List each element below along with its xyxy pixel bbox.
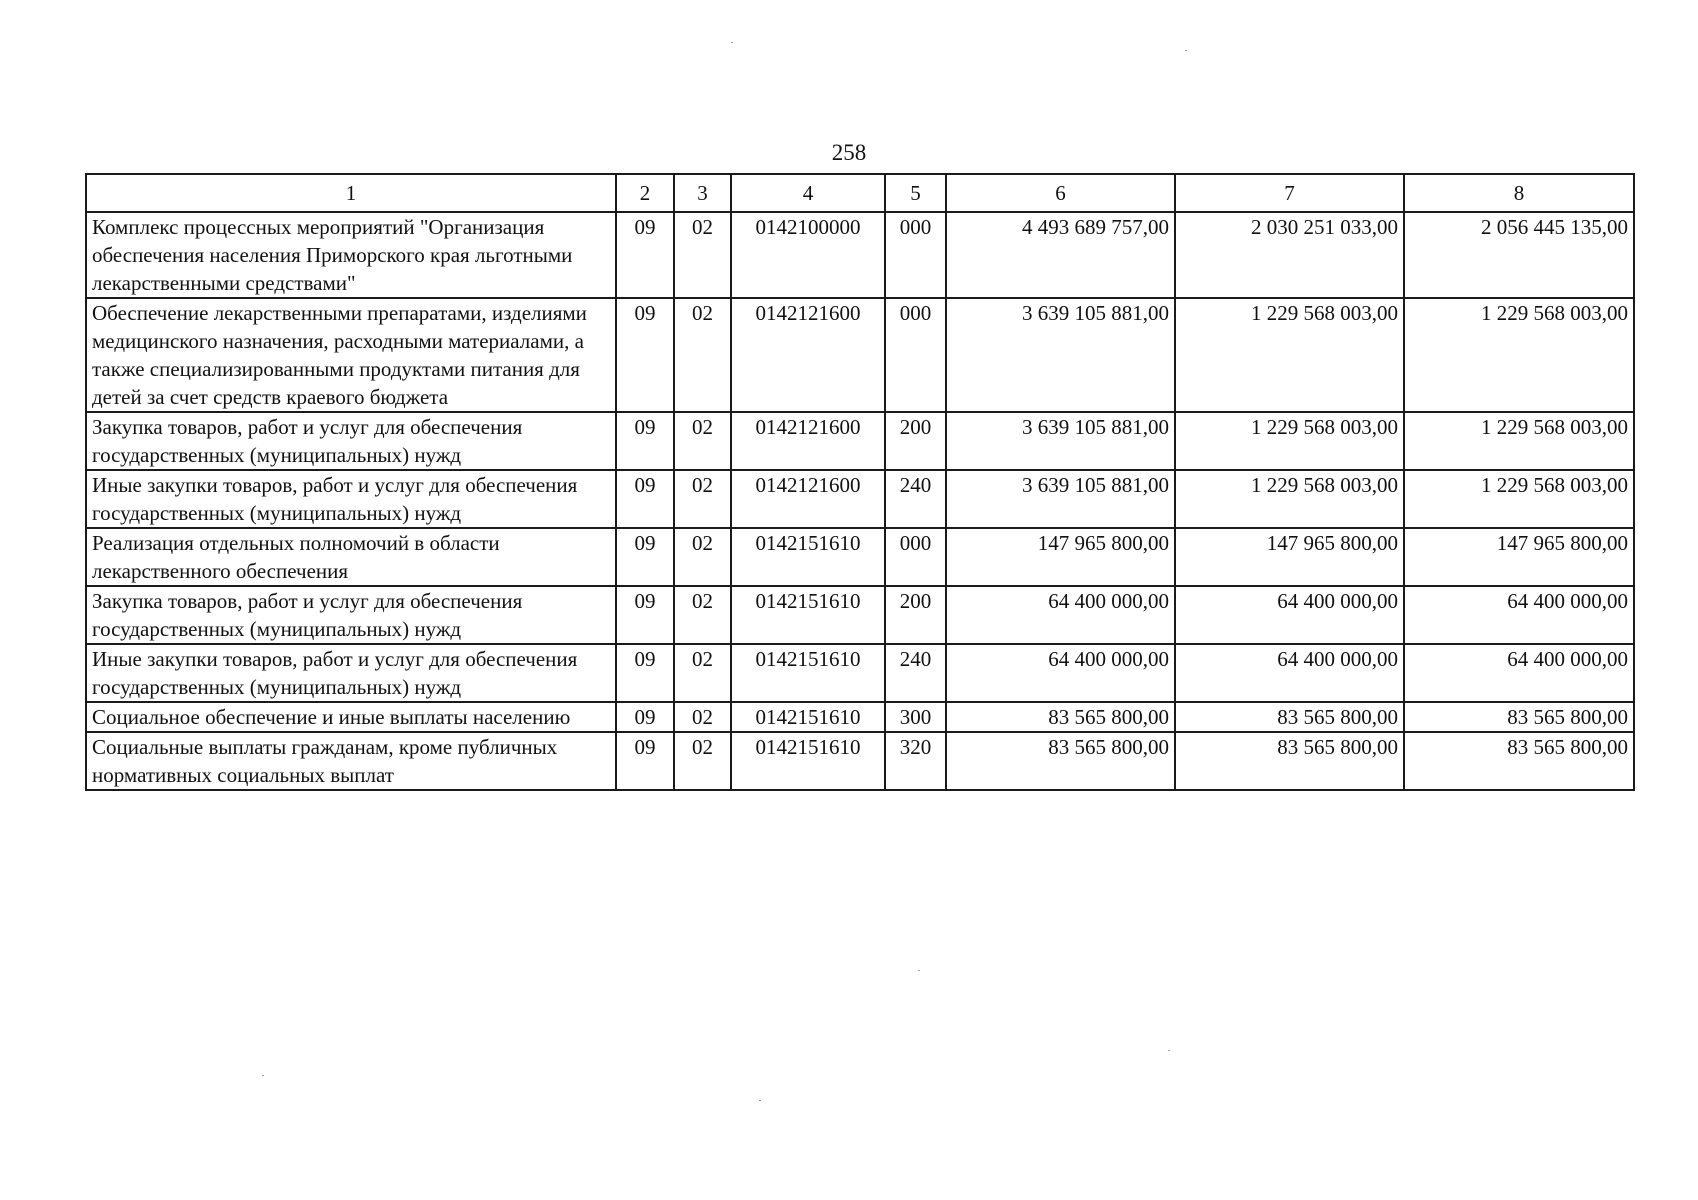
expense-type-code: 240 (885, 470, 946, 528)
subsection-code: 02 (674, 528, 731, 586)
target-article-code: 0142151610 (731, 586, 885, 644)
scan-speck (1185, 50, 1187, 51)
expense-type-code: 200 (885, 412, 946, 470)
row-name: Иные закупки товаров, работ и услуг для обеспечения государственных (муниципальных) нужд (86, 644, 616, 702)
row-name: Обеспечение лекарственными препаратами, изделиями медицинского назначения, расходными материалами, а также специализированными продуктами питания для детей за счет средств краевого бюджета (86, 298, 616, 412)
amount-col7: 1 229 568 003,00 (1175, 298, 1404, 412)
amount-col8: 64 400 000,00 (1404, 644, 1634, 702)
amount-col6: 64 400 000,00 (946, 644, 1175, 702)
amount-col7: 83 565 800,00 (1175, 702, 1404, 732)
amount-col6: 83 565 800,00 (946, 702, 1175, 732)
amount-col7: 83 565 800,00 (1175, 732, 1404, 790)
section-code: 09 (616, 586, 674, 644)
section-code: 09 (616, 732, 674, 790)
target-article-code: 0142151610 (731, 528, 885, 586)
amount-col8: 1 229 568 003,00 (1404, 298, 1634, 412)
table-row (86, 412, 1634, 470)
amount-col6: 4 493 689 757,00 (946, 212, 1175, 298)
table-row (86, 586, 1634, 644)
target-article-code: 0142151610 (731, 732, 885, 790)
subsection-code: 02 (674, 470, 731, 528)
amount-col7: 64 400 000,00 (1175, 586, 1404, 644)
section-code: 09 (616, 528, 674, 586)
subsection-code: 02 (674, 586, 731, 644)
amount-col8: 83 565 800,00 (1404, 732, 1634, 790)
table-row (86, 298, 1634, 412)
target-article-code: 0142100000 (731, 212, 885, 298)
scan-speck (1168, 1050, 1170, 1051)
amount-col7: 2 030 251 033,00 (1175, 212, 1404, 298)
amount-col7: 147 965 800,00 (1175, 528, 1404, 586)
subsection-code: 02 (674, 644, 731, 702)
amount-col6: 3 639 105 881,00 (946, 298, 1175, 412)
table-row (86, 212, 1634, 298)
target-article-code: 0142151610 (731, 644, 885, 702)
row-name: Социальное обеспечение и иные выплаты населению (86, 702, 616, 732)
amount-col8: 147 965 800,00 (1404, 528, 1634, 586)
expense-type-code: 000 (885, 212, 946, 298)
scan-speck (262, 1075, 264, 1076)
row-name: Закупка товаров, работ и услуг для обеспечения государственных (муниципальных) нужд (86, 586, 616, 644)
header-row (86, 174, 1634, 212)
scan-speck (759, 1100, 761, 1101)
table-row (86, 702, 1634, 732)
target-article-code: 0142121600 (731, 298, 885, 412)
amount-col6: 64 400 000,00 (946, 586, 1175, 644)
amount-col6: 83 565 800,00 (946, 732, 1175, 790)
amount-col8: 1 229 568 003,00 (1404, 470, 1634, 528)
expense-type-code: 000 (885, 528, 946, 586)
subsection-code: 02 (674, 298, 731, 412)
section-code: 09 (616, 470, 674, 528)
expense-type-code: 240 (885, 644, 946, 702)
column-header: 8 (1404, 174, 1634, 212)
target-article-code: 0142121600 (731, 470, 885, 528)
column-header: 5 (885, 174, 946, 212)
amount-col7: 1 229 568 003,00 (1175, 470, 1404, 528)
column-header: 3 (674, 174, 731, 212)
subsection-code: 02 (674, 732, 731, 790)
column-header: 2 (616, 174, 674, 212)
subsection-code: 02 (674, 412, 731, 470)
section-code: 09 (616, 412, 674, 470)
amount-col8: 64 400 000,00 (1404, 586, 1634, 644)
amount-col7: 1 229 568 003,00 (1175, 412, 1404, 470)
amount-col7: 64 400 000,00 (1175, 644, 1404, 702)
page-number: 258 (831, 140, 867, 165)
column-header: 1 (86, 174, 616, 212)
amount-col8: 83 565 800,00 (1404, 702, 1634, 732)
column-header: 6 (946, 174, 1175, 212)
amount-col6: 147 965 800,00 (946, 528, 1175, 586)
row-name: Реализация отдельных полномочий в области лекарственного обеспечения (86, 528, 616, 586)
amount-col8: 2 056 445 135,00 (1404, 212, 1634, 298)
expense-type-code: 200 (885, 586, 946, 644)
column-header: 4 (731, 174, 885, 212)
table-row (86, 528, 1634, 586)
row-name: Социальные выплаты гражданам, кроме публичных нормативных социальных выплат (86, 732, 616, 790)
expense-type-code: 300 (885, 702, 946, 732)
expense-type-code: 000 (885, 298, 946, 412)
amount-col6: 3 639 105 881,00 (946, 412, 1175, 470)
scan-speck (731, 42, 733, 43)
table-row (86, 470, 1634, 528)
target-article-code: 0142121600 (731, 412, 885, 470)
section-code: 09 (616, 298, 674, 412)
target-article-code: 0142151610 (731, 702, 885, 732)
subsection-code: 02 (674, 212, 731, 298)
row-name: Комплекс процессных мероприятий "Организация обеспечения населения Приморского края льготными лекарственными средствами" (86, 212, 616, 298)
scan-speck (918, 970, 920, 971)
table-row (86, 732, 1634, 790)
section-code: 09 (616, 212, 674, 298)
budget-table (85, 173, 1635, 791)
table-row (86, 644, 1634, 702)
subsection-code: 02 (674, 702, 731, 732)
section-code: 09 (616, 702, 674, 732)
column-header: 7 (1175, 174, 1404, 212)
expense-type-code: 320 (885, 732, 946, 790)
section-code: 09 (616, 644, 674, 702)
row-name: Иные закупки товаров, работ и услуг для обеспечения государственных (муниципальных) нужд (86, 470, 616, 528)
amount-col6: 3 639 105 881,00 (946, 470, 1175, 528)
amount-col8: 1 229 568 003,00 (1404, 412, 1634, 470)
row-name: Закупка товаров, работ и услуг для обеспечения государственных (муниципальных) нужд (86, 412, 616, 470)
